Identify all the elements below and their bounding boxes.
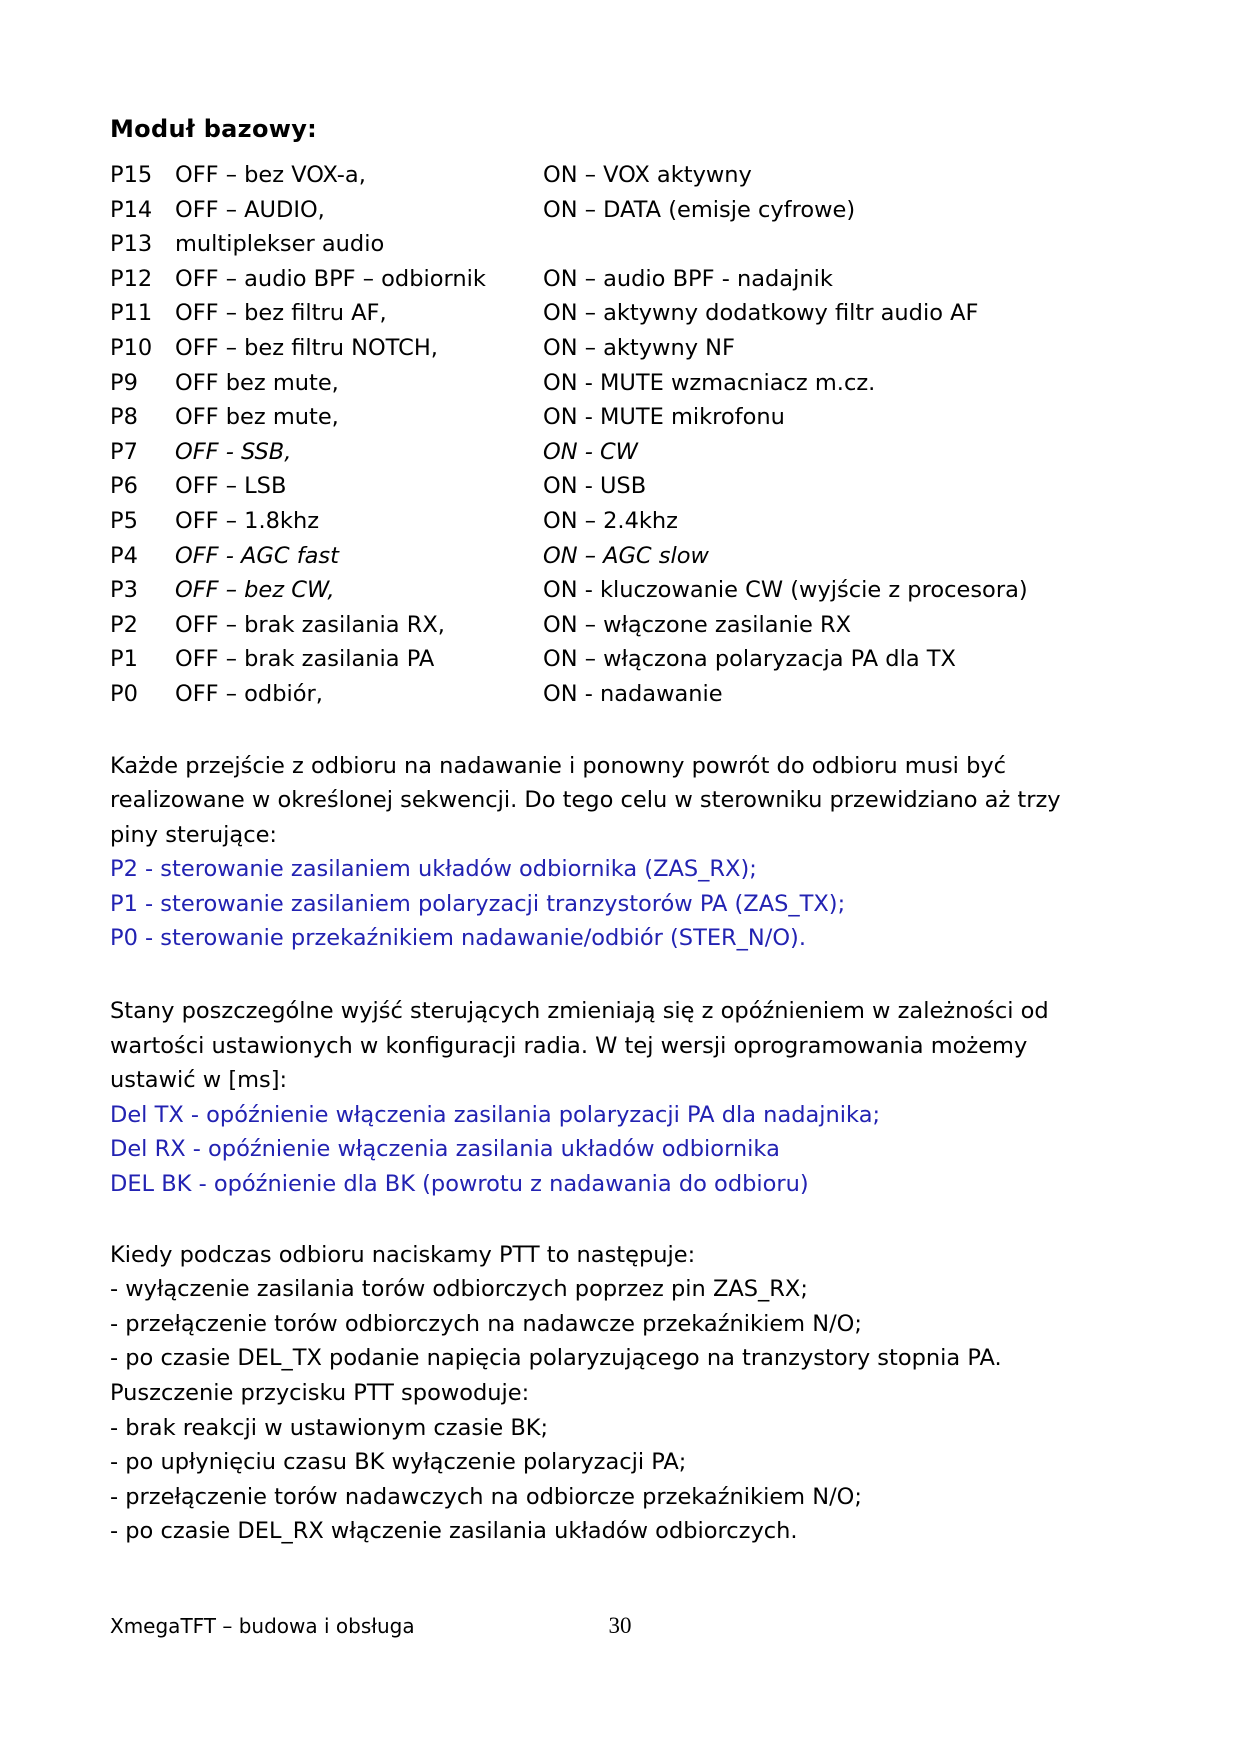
pin-on-cell: ON – włączona polaryzacja PA dla TX xyxy=(543,646,956,673)
footer-document-title: XmegaTFT – budowa i obsługa xyxy=(110,1614,415,1638)
pin-row xyxy=(110,608,1150,643)
pin-on-cell: ON – VOX aktywny xyxy=(543,162,752,188)
text-line: - brak reakcji w ustawionym czasie BK; xyxy=(110,1414,549,1441)
pin-pin-cell: P11 xyxy=(110,300,153,327)
pin-row xyxy=(110,158,1150,193)
pin-off-cell: OFF - SSB, xyxy=(175,438,292,465)
pin-pin-cell: P7 xyxy=(110,438,138,465)
text-line: Stany poszczególne wyjść sterujących zmieniają się z opóźnieniem w zależności od xyxy=(110,998,1049,1025)
text-line: ustawić w [ms]: xyxy=(110,1067,288,1094)
text-line-blue: Del RX - opóźnienie włączenia zasilania układów odbiornika xyxy=(110,1136,780,1163)
text-line-blue: DEL BK - opóźnienie dla BK (powrotu z nadawania do odbioru) xyxy=(110,1171,809,1198)
text-line: Każde przejście z odbioru na nadawanie i ponowny powrót do odbioru musi być xyxy=(110,752,1007,779)
pin-pin-cell: P1 xyxy=(110,646,138,673)
pin-pin-cell: P10 xyxy=(110,334,153,361)
pin-on-cell: ON - USB xyxy=(543,473,647,500)
pin-off-cell: OFF bez mute, xyxy=(175,369,339,396)
pin-on-cell: ON - CW xyxy=(543,438,638,465)
sections xyxy=(110,749,1150,1549)
pin-row xyxy=(110,400,1150,435)
pin-pin-cell: P4 xyxy=(110,542,138,569)
pin-on-cell: ON - kluczowanie CW (wyjście z procesora) xyxy=(543,577,1028,604)
text-line-blue: P1 - sterowanie zasilaniem polaryzacji tranzystorów PA (ZAS_TX); xyxy=(110,890,846,917)
pin-off-cell: OFF – bez CW, xyxy=(175,577,335,604)
pin-pin-cell: P8 xyxy=(110,404,138,431)
pin-off-cell: OFF – LSB xyxy=(175,473,287,500)
pin-pin-cell: P3 xyxy=(110,577,138,604)
pin-pin-cell: P12 xyxy=(110,265,153,292)
pin-on-cell: ON – włączone zasilanie RX xyxy=(543,611,852,638)
pin-row xyxy=(110,573,1150,608)
text-line: - po upłynięciu czasu BK wyłączenie polaryzacji PA; xyxy=(110,1449,687,1476)
pin-on-cell: ON – audio BPF - nadajnik xyxy=(543,265,833,292)
pin-on-cell: ON - nadawanie xyxy=(543,680,723,707)
text-line: - wyłączenie zasilania torów odbiorczych poprzez pin ZAS_RX; xyxy=(110,1276,808,1303)
pin-off-cell: OFF – odbiór, xyxy=(175,680,323,707)
pin-row xyxy=(110,193,1150,228)
pin-pin-cell: P6 xyxy=(110,473,138,500)
text-line: - po czasie DEL_RX włączenie zasilania układów odbiorczych. xyxy=(110,1518,798,1545)
pin-pin-cell: P0 xyxy=(110,680,138,707)
pin-pin-cell: P13 xyxy=(110,231,153,258)
text-line: - przełączenie torów nadawczych na odbiorcze przekaźnikiem N/O; xyxy=(110,1483,862,1510)
pin-pin-cell: P9 xyxy=(110,369,138,396)
pin-row xyxy=(110,435,1150,470)
pin-on-cell: ON – aktywny dodatkowy filtr audio AF xyxy=(543,300,979,327)
pin-row xyxy=(110,262,1150,297)
text-line: piny sterujące: xyxy=(110,821,277,848)
text-line: Kiedy podczas odbioru naciskamy PTT to następuje: xyxy=(110,1241,696,1268)
pin-off-cell: OFF - AGC fast xyxy=(175,542,339,569)
text-section xyxy=(110,994,1150,1202)
pin-row xyxy=(110,677,1150,712)
pin-on-cell: ON – 2.4khz xyxy=(543,507,678,534)
pin-off-cell: OFF – brak zasilania PA xyxy=(175,646,435,673)
text-section xyxy=(110,749,1150,957)
pin-pin-cell: P14 xyxy=(110,196,153,223)
pin-on-cell xyxy=(543,227,1150,262)
pin-row xyxy=(110,296,1150,331)
pin-off-cell: OFF – brak zasilania RX, xyxy=(175,611,445,638)
pin-row xyxy=(110,539,1150,574)
text-line: realizowane w określonej sekwencji. Do tego celu w sterowniku przewidziano aż trzy xyxy=(110,787,1061,814)
text-line: Puszczenie przycisku PTT spowoduje: xyxy=(110,1380,530,1406)
pin-row xyxy=(110,331,1150,366)
pin-pin-cell: P2 xyxy=(110,611,138,638)
pin-off-cell: OFF – AUDIO, xyxy=(175,196,325,223)
text-line: wartości ustawionych w konfiguracji radia. W tej wersji oprogramowania możemy xyxy=(110,1032,1028,1059)
page-title: Moduł bazowy: xyxy=(110,115,318,143)
pin-on-cell: ON – AGC slow xyxy=(543,542,709,569)
pin-off-cell: OFF bez mute, xyxy=(175,404,339,431)
pin-off-cell: OFF – 1.8khz xyxy=(175,507,320,534)
pin-row xyxy=(110,642,1150,677)
pin-off-cell: OFF – bez VOX-a, xyxy=(175,162,366,188)
pin-table xyxy=(110,158,1150,712)
pin-off-cell: OFF – bez filtru AF, xyxy=(175,300,387,327)
pin-on-cell: ON – DATA (emisje cyfrowe) xyxy=(543,196,856,223)
pin-on-cell: ON - MUTE mikrofonu xyxy=(543,404,785,431)
pin-off-cell: OFF – bez filtru NOTCH, xyxy=(175,334,438,361)
pin-on-cell: ON - MUTE wzmacniacz m.cz. xyxy=(543,369,876,396)
pin-row xyxy=(110,504,1150,539)
pin-row xyxy=(110,227,1150,262)
page-footer xyxy=(0,1608,1240,1644)
pin-off-cell: OFF – audio BPF – odbiornik xyxy=(175,265,486,292)
page-content xyxy=(110,112,1150,1549)
pin-row xyxy=(110,366,1150,401)
pin-pin-cell: P15 xyxy=(110,162,153,188)
pin-off-cell: multiplekser audio xyxy=(175,231,385,258)
footer-page-number: 30 xyxy=(608,1613,632,1638)
pin-pin-cell: P5 xyxy=(110,507,138,534)
pin-on-cell: ON – aktywny NF xyxy=(543,334,735,361)
text-line-blue: P0 - sterowanie przekaźnikiem nadawanie/odbiór (STER_N/O). xyxy=(110,925,806,952)
text-line: - po czasie DEL_TX podanie napięcia polaryzującego na tranzystory stopnia PA. xyxy=(110,1345,1002,1372)
text-line-blue: P2 - sterowanie zasilaniem układów odbiornika (ZAS_RX); xyxy=(110,856,757,883)
text-section xyxy=(110,1238,1150,1549)
text-line-blue: Del TX - opóźnienie włączenia zasilania polaryzacji PA dla nadajnika; xyxy=(110,1101,881,1128)
pin-row xyxy=(110,469,1150,504)
text-line: - przełączenie torów odbiorczych na nadawcze przekaźnikiem N/O; xyxy=(110,1310,862,1337)
